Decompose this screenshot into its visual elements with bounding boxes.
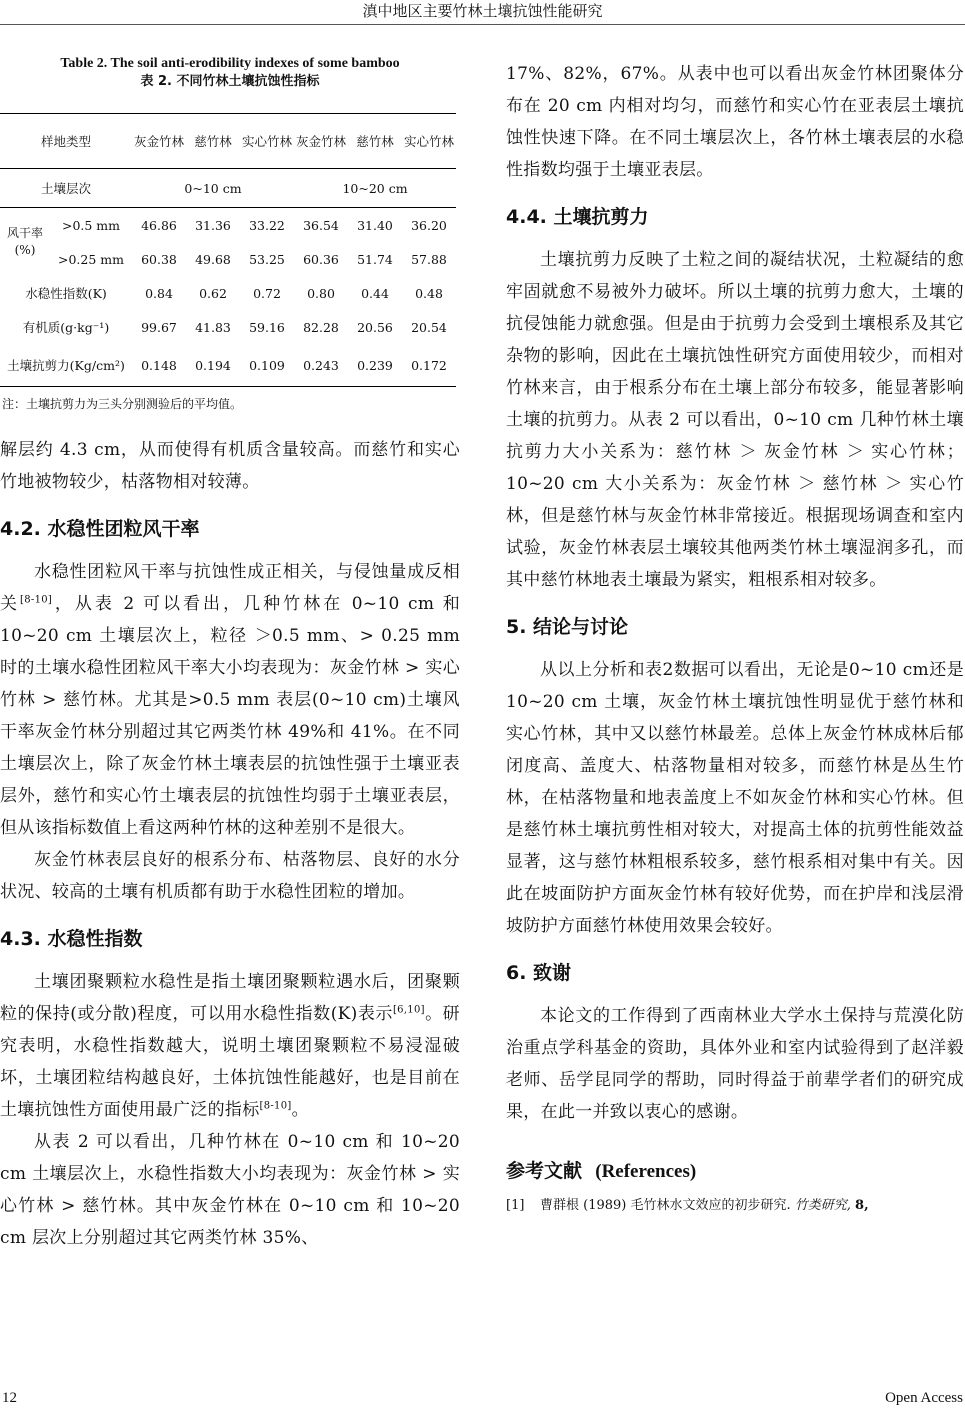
table-row <box>0 242 456 276</box>
paragraph: 解层约 4.3 cm，从而使得有机质含量较高。而慈竹和实心竹地被物较少，枯落物相对较薄。 <box>0 440 460 492</box>
table-cell: 0.72 <box>253 285 281 301</box>
table-caption-en: Table 2. The soil anti-erodibility indexes of some bamboo <box>60 56 400 71</box>
table-cell: 0.48 <box>415 285 443 301</box>
table-cell: 49.68 <box>195 251 231 267</box>
table-cell: 51.74 <box>357 251 393 267</box>
table-cell: 31.40 <box>357 217 393 233</box>
table-cell: 82.28 <box>303 319 339 335</box>
table-cell: 36.54 <box>303 217 339 233</box>
publisher-label: Open Access <box>885 1390 963 1406</box>
right-column <box>506 58 964 1215</box>
table-cell: 0.172 <box>411 357 447 373</box>
table-cell: 46.86 <box>141 217 177 233</box>
reference-journal: 竹类研究, <box>794 1198 851 1213</box>
reference-number: [1] <box>506 1198 525 1213</box>
table-cell: 57.88 <box>411 251 447 267</box>
table-row <box>0 276 456 310</box>
table-note: 注：土壤抗剪力为三头分别测验后的平均值。 <box>2 397 243 411</box>
layer-b: 10~20 cm <box>294 169 456 208</box>
air-dry-label: 风干率(%) <box>6 226 43 257</box>
table-cell: 0.243 <box>303 357 339 373</box>
text-run: 。 <box>291 1100 309 1120</box>
section-heading-4-2: 4.2. 水稳性团粒风干率 <box>0 518 200 540</box>
table-caption-zh: 表 2. 不同竹林土壤抗蚀性指标 <box>140 74 320 89</box>
references-heading-zh: 参考文献 <box>506 1160 583 1182</box>
row-label: 水稳性指数(K) <box>25 285 107 301</box>
citation: [6,10] <box>392 1004 425 1016</box>
table-cell: 60.36 <box>303 251 339 267</box>
table-cell: 33.22 <box>249 217 285 233</box>
row-label: 有机质(g·kg⁻¹) <box>22 319 110 335</box>
row-label: 土壤抗剪力(Kg/cm²) <box>7 357 125 373</box>
row-sublabel: >0.25 mm <box>58 251 124 267</box>
paragraph: 17%、82%，67%。从表中也可以看出灰金竹林团聚体分布在 20 cm 内相对均匀，而慈竹和实心竹在亚表层土壤抗蚀性快速下降。在不同土壤层次上，各竹林土壤表层的水稳性指数均强于土壤亚表层。 <box>506 64 964 180</box>
table-cell: 20.56 <box>357 319 393 335</box>
paragraph <box>0 966 460 1126</box>
table-cell: 60.38 <box>141 251 177 267</box>
reference-text: 曹群根 (1989) 毛竹林水文效应的初步研究. <box>540 1198 791 1213</box>
table-cell: 0.109 <box>249 357 285 373</box>
paragraph <box>0 556 460 844</box>
col-header: 灰金竹林 <box>294 114 348 169</box>
text-run: ，从表 2 可以看出，几种竹林在 0~10 cm 和 10~20 cm 土壤层次上，粒径 ＞0.5 mm、> 0.25 mm 时的土壤水稳性团粒风干率大小均表现为：灰金竹林 > 实心竹林 > 慈竹林。尤其是>0.5 mm 表层(0~10 cm)土壤风干率灰金竹林分别超过其它两类竹林 49%和 41%。在不同土壤层次上，除了灰金竹林土壤表层的抗蚀性强于土壤亚表层外，慈竹和实心竹土壤表层的抗蚀性均弱于土壤亚表层，但从该指标数值上看这两种竹林的这种差别不是很大。 <box>0 594 461 838</box>
table-layer-row <box>0 169 456 208</box>
references-heading-en: (References) <box>595 1161 697 1182</box>
text-run: 土壤团聚颗粒水稳性是指土壤团聚颗粒遇水后，团聚颗粒的保持(或分散)程度，可以用水稳性指数(K)表示 <box>0 972 460 1024</box>
paragraph: 灰金竹林表层良好的根系分布、枯落物层、良好的水分状况、较高的土壤有机质都有助于水稳性团粒的增加。 <box>0 850 460 902</box>
table-row <box>0 310 456 344</box>
row-sublabel: >0.5 mm <box>61 217 121 233</box>
table-cell: 31.36 <box>195 217 231 233</box>
section-heading-5: 5. 结论与讨论 <box>506 616 629 638</box>
section-heading-4-3: 4.3. 水稳性指数 <box>0 928 143 950</box>
paragraph: 从表 2 可以看出，几种竹林在 0~10 cm 和 10~20 cm 土壤层次上，水稳性指数大小均表现为：灰金竹林 > 实心竹林 > 慈竹林。其中灰金竹林在 0~10 cm 和 10~20 cm 层次上分别超过其它两类竹林 35%、 <box>0 1132 460 1248</box>
paragraph: 本论文的工作得到了西南林业大学水土保持与荒漠化防治重点学科基金的资助，具体外业和室内试验得到了赵洋毅老师、岳学昆同学的帮助，同时得益于前辈学者们的研究成果，在此一并致以衷心的感谢。 <box>506 1006 964 1122</box>
table-cell: 0.84 <box>145 285 173 301</box>
col-header: 实心竹林 <box>402 114 456 169</box>
table-cell: 0.239 <box>357 357 393 373</box>
reference-item <box>506 1197 964 1215</box>
table-cell: 59.16 <box>249 319 285 335</box>
reference-volume: 8, <box>855 1198 869 1213</box>
section-heading-6: 6. 致谢 <box>506 962 572 984</box>
running-title: 滇中地区主要竹林土壤抗蚀性能研究 <box>362 2 603 20</box>
paragraph: 土壤抗剪力反映了土粒之间的凝结状况，土粒凝结的愈牢固就愈不易被外力破坏。所以土壤的抗剪力愈大，土壤的抗侵蚀能力就愈强。但是由于抗剪力会受到土壤根系及其它杂物的影响，因此在土壤抗蚀性研究方面使用较少，而相对竹林来言，由于根系分布在土壤上部分布较多，能显著影响土壤的抗剪力。从表 2 可以看出，0~10 cm 几种竹林土壤抗剪力大小关系为：慈竹林 ＞ 灰金竹林 ＞ 实心竹林；10~20 cm 大小关系为：灰金竹林 ＞ 慈竹林 ＞ 实心竹林，但是慈竹林与灰金竹林非常接近。根据现场调查和室内试验，灰金竹林表层土壤较其他两类竹林土壤湿润多孔，而其中慈竹林地表土壤最为紧实，粗根系相对较多。 <box>506 250 964 590</box>
page-number: 12 <box>2 1390 17 1406</box>
table-cell: 36.20 <box>411 217 447 233</box>
text-run: 。研究表明，水稳性指数越大，说明土壤团聚颗粒不易浸湿破坏，土壤团粒结构越良好，土体抗蚀性能越好，也是目前在土壤抗蚀性方面使用最广泛的指标 <box>0 1004 460 1120</box>
table-row <box>0 208 456 243</box>
layer-label: 土壤层次 <box>0 169 132 208</box>
layer-a: 0~10 cm <box>132 169 294 208</box>
table-cell: 53.25 <box>249 251 285 267</box>
header-rule <box>0 24 965 25</box>
table-row <box>0 344 456 387</box>
table-cell: 99.67 <box>141 319 177 335</box>
col-header: 实心竹林 <box>240 114 294 169</box>
left-column <box>0 55 460 1254</box>
paragraph: 从以上分析和表2数据可以看出，无论是0~10 cm还是 10~20 cm 土壤，灰金竹林土壤抗蚀性明显优于慈竹林和实心竹林，其中又以慈竹林最差。总体上灰金竹林成林后郁闭度高、盖度大、枯落物量相对较多，而慈竹林是丛生竹林，在枯落物量和地表盖度上不如灰金竹林和实心竹林。但是慈竹林土壤抗剪性相对较大，对提高土体的抗剪性能效益显著，这与慈竹林粗根系较多，慈竹根系相对集中有关。因此在坡面防护方面灰金竹林有较好优势，而在护岸和浅层滑坡防护方面慈竹林使用效果会较好。 <box>506 660 964 936</box>
col-header: 慈竹林 <box>348 114 402 169</box>
citation: [8-10] <box>20 594 53 606</box>
references-heading <box>506 1158 964 1185</box>
col-header: 灰金竹林 <box>132 114 186 169</box>
section-heading-4-4: 4.4. 土壤抗剪力 <box>506 206 649 228</box>
table-cell: 0.62 <box>199 285 227 301</box>
soil-index-table <box>0 113 456 387</box>
table-cell: 41.83 <box>195 319 231 335</box>
citation: [8-10] <box>259 1100 292 1112</box>
table-cell: 0.44 <box>361 285 389 301</box>
col-header: 慈竹林 <box>186 114 240 169</box>
table-cell: 0.80 <box>307 285 335 301</box>
col-label: 样地类型 <box>0 114 132 169</box>
table-cell: 20.54 <box>411 319 447 335</box>
table-cell: 0.194 <box>195 357 231 373</box>
text-run: 水稳性团粒风干率与抗蚀性成正相关，与侵蚀量成反相关 <box>0 562 460 614</box>
table-cell: 0.148 <box>141 357 177 373</box>
table-header-row <box>0 114 456 169</box>
